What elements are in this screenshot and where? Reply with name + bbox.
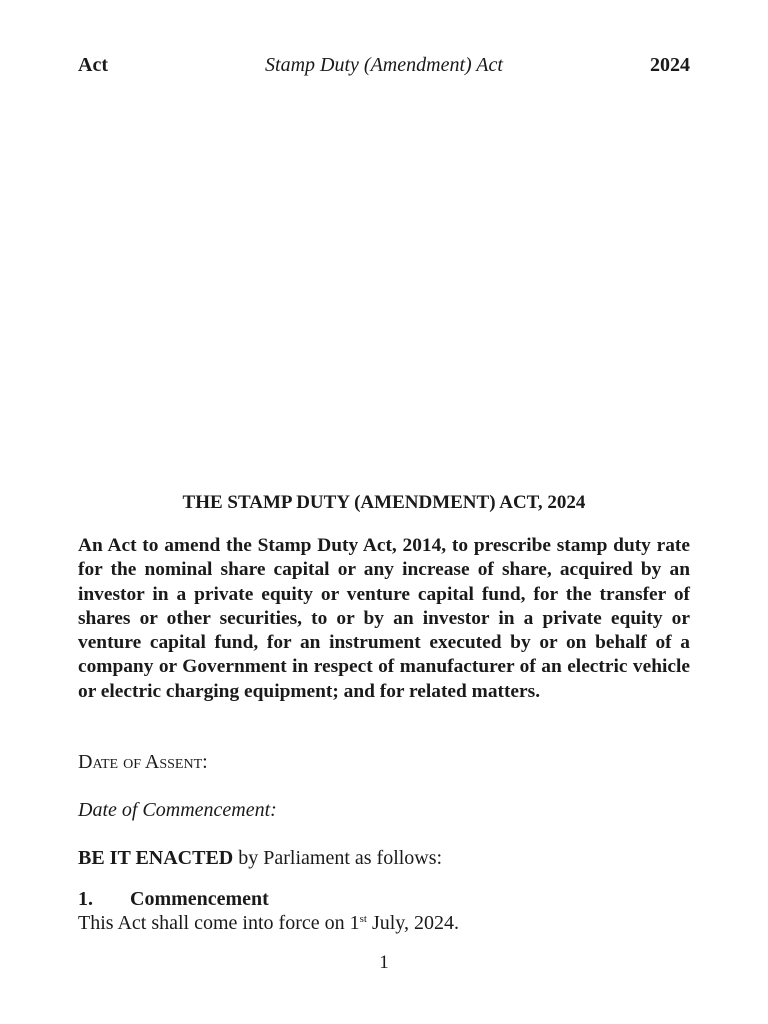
header-act-short-title: Stamp Duty (Amendment) Act [265,54,503,76]
section-body-text: This Act shall come into force on 1 [78,912,360,934]
header-year: 2024 [650,54,690,76]
enacting-clause [78,847,442,870]
ordinal-suffix: st [359,913,367,925]
page-number: 1 [379,952,389,973]
section-body [78,912,459,935]
section-title: Commencement [130,888,269,910]
enacting-clause-bold: BE IT ENACTED [78,847,234,869]
act-title: THE STAMP DUTY (AMENDMENT) ACT, 2024 [182,492,586,513]
enacting-clause-rest: by Parliament as follows: [233,847,443,869]
section-number: 1. [78,888,93,910]
date-of-assent: Date of Assent: [78,751,208,773]
running-header [78,54,690,82]
section-heading [78,888,269,911]
long-title: An Act to amend the Stamp Duty Act, 2014, to prescribe stamp duty rate for the nominal share capital or any increase of share, acquired by an investor in a private equity or venture capital fund, for the transfer of shares or other securities, to or by an investor in a private equity or venture capital fund, for an instrument executed by or on behalf of a company or Government in respect of manufacturer of an electric vehicle or electric charging equipment; and for related matters. [78,535,690,702]
header-act-label: Act [78,54,108,76]
date-of-commencement: Date of Commencement: [78,799,277,821]
section-body-date: July, 2024. [366,912,459,934]
